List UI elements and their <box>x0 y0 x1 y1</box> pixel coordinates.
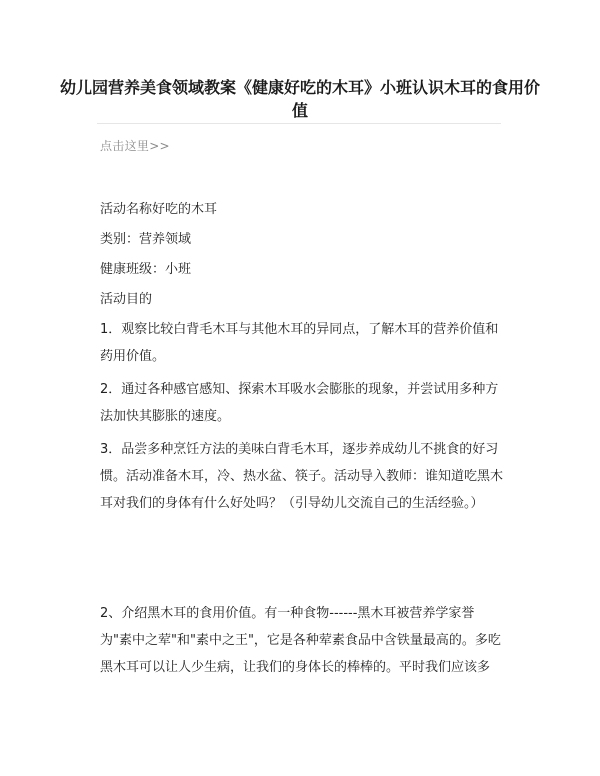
goal-item-2: 2．通过各种感官感知、探索木耳吸水会膨胀的现象，并尝试用多种方法加快其膨胀的速度。 <box>100 382 499 424</box>
goals-heading: 活动目的 <box>100 292 153 307</box>
goal-item-3: 3．品尝多种烹饪方法的美味白背毛木耳，逐步养成幼儿不挑食的好习惯。活动准备木耳，冷、热水盆、筷子。活动导入教师：谁知道吃黑木耳对我们的身体有什么好处吗？（引导幼儿交流自己的生活经验。） <box>100 442 504 511</box>
activity-category: 类别：营养领域 <box>100 232 192 247</box>
title-divider <box>97 123 501 124</box>
click-here-link[interactable]: 点击这里>> <box>100 139 170 153</box>
step-2-paragraph: 2、介绍黑木耳的食用价值。有一种食物------黑木耳被营养学家誉为"素中之荤"和"素中之王"，它是各种荤素食品中含铁量最高的。多吃黑木耳可以让人少生病，让我们的身体长的棒棒的。平时我们应该多 <box>100 606 501 675</box>
activity-name: 活动名称好吃的木耳 <box>100 202 218 217</box>
goal-item-1: 1．观察比较白背毛木耳与其他木耳的异同点，了解木耳的营养价值和药用价值。 <box>100 322 499 364</box>
document-title: 幼儿园营养美食领域教案《健康好吃的木耳》小班认识木耳的食用价值 <box>60 78 541 120</box>
activity-class: 健康班级：小班 <box>100 262 192 277</box>
